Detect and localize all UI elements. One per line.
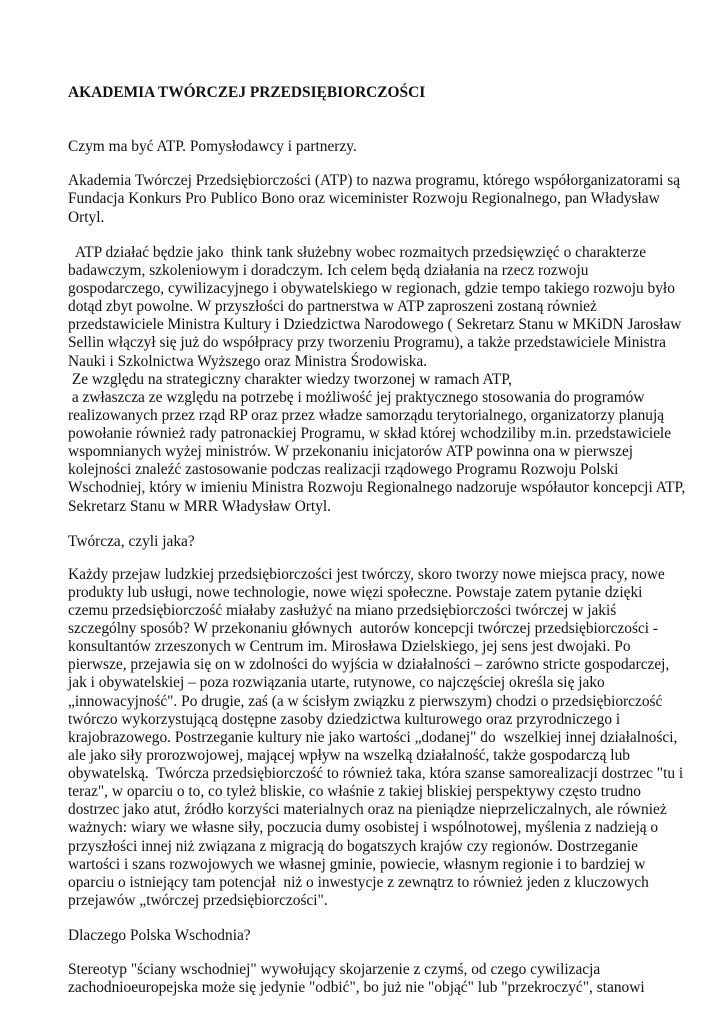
paragraph-line: pierwsze, przejawia się on w zdolności do wyjścia w działalności – zarówno stricte gospodarczej,: [68, 656, 670, 673]
paragraph-line: ale jako siły prorozwojowej, mającej wpływ na wszelką działalność, także gospodarczą lub: [68, 747, 630, 764]
paragraph-line: oparciu o istniejący tam potencjał niż o inwestycje z zewnątrz to również jeden z kluczowych: [68, 874, 649, 891]
paragraph-line: wspomnianych wyżej ministrów. W przekonaniu inicjatorów ATP powinna ona w pierwszej: [68, 443, 634, 460]
paragraph-line: przejawów „twórczej przedsiębiorczości".: [68, 892, 328, 909]
paragraph-line: produkty lub usługi, nowe technologie, nowe więzi społeczne. Powstaje zatem pytanie dzięki: [68, 584, 643, 601]
section-heading: Dlaczego Polska Wschodnia?: [68, 927, 251, 944]
paragraph-line: czemu przedsiębiorczość miałaby zasłużyć na miano przedsiębiorczości twórczej w jakiś: [68, 602, 617, 619]
paragraph-line: Ortyl.: [68, 209, 105, 226]
section-heading: Twórcza, czyli jaka?: [68, 533, 195, 550]
paragraph-line: Ze względu na strategiczny charakter wiedzy tworzonej w ramach ATP,: [68, 371, 513, 388]
paragraph-line: twórczo wykorzystującą dostępne zasoby dziedzictwa kulturowego oraz przyrodniczego i: [68, 711, 621, 728]
paragraph-line: krajobrazowego. Postrzeganie kultury nie jako wartości „dodanej" do wszelkiej innej działalności,: [68, 729, 678, 746]
paragraph-line: konsultantów zrzeszonych w Centrum im. Mirosława Dzielskiego, jej sens jest dwojaki. Po: [68, 638, 631, 655]
paragraph-line: gospodarczego, cywilizacyjnego i obywatelskiego w regionach, gdzie tempo takiego rozwoju było: [68, 280, 675, 297]
paragraph-line: realizowanych przez rząd RP oraz przez władze samorządu terytorialnego, organizatorzy planują: [68, 407, 665, 424]
paragraph-line: dostrzec jako atut, źródło korzyści materialnych oraz na pieniądze nieprzeliczalnych, ale również: [68, 801, 667, 818]
paragraph-line: badawczym, szkoleniowym i doradczym. Ich celem będą działania na rzecz rozwoju: [68, 262, 589, 279]
paragraph-line: „innowacyjność". Po drugie, zaś (a w ścisłym związku z pierwszym) chodzi o przedsiębiorczość: [68, 693, 663, 710]
document-title: AKADEMIA TWÓRCZEJ PRZEDSIĘBIORCZOŚCI: [68, 84, 426, 101]
paragraph-line: Wschodniej, który w imieniu Ministra Rozwoju Regionalnego nadzoruje współautor koncepcji ATP,: [68, 479, 686, 496]
paragraph-line: kolejności znaleźć zastosowanie podczas realizacji rządowego Programu Rozwoju Polski: [68, 461, 619, 478]
paragraph-line: teraz", w oparciu o to, co tyleż bliskie, co właśnie z takiej bliskiej perspektywy często trudno: [68, 783, 641, 800]
paragraph-line: dotąd zbyt powolne. W przyszłości do partnerstwa w ATP zaproszeni zostaną również: [68, 298, 597, 315]
paragraph-line: jak i obywatelskiej – poza rozwiązania utarte, rutynowe, co najczęściej określa się jako: [68, 674, 605, 691]
paragraph-line: szczególny sposób? W przekonaniu głównych autorów koncepcji twórczej przedsiębiorczości -: [68, 620, 659, 637]
paragraph-line: zachodnioeuropejska może się jedynie "odbić", bo już nie "objąć" lub "przekroczyć", stanowi: [68, 979, 645, 996]
paragraph-line: powołanie również rady patronackiej Programu, w skład której wchodziliby m.in. przedstawiciele: [68, 425, 672, 442]
paragraph-line: przedstawiciele Ministra Kultury i Dziedzictwa Narodowego ( Sekretarz Stanu w MKiDN Jarosław: [68, 316, 682, 333]
paragraph-line: Sellin włączył się już do współpracy przy tworzeniu Programu), a także przedstawiciele Ministra: [68, 334, 666, 351]
paragraph-line: Fundacja Konkurs Pro Publico Bono oraz wiceminister Rozwoju Regionalnego, pan Władysław: [68, 190, 660, 207]
paragraph-line: ważnych: wiary we własne siły, poczucia dumy osobistej i wspólnotowej, myślenia z nadzieją o: [68, 819, 659, 836]
paragraph-line: wartości i szans rozwojowych we własnej gminie, powiecie, własnym regionie i to bardziej w: [68, 856, 646, 873]
paragraph-line: Nauki i Szkolnictwa Wyższego oraz Ministra Środowiska.: [68, 353, 428, 370]
paragraph-line: Akademia Twórczej Przedsiębiorczości (ATP) to nazwa programu, którego współorganizatorami są: [68, 172, 681, 189]
paragraph-line: ATP działać będzie jako think tank służebny wobec rozmaitych przedsięwzięć o charakterze: [68, 244, 647, 261]
section-heading: Czym ma być ATP. Pomysłodawcy i partnerzy.: [68, 138, 357, 155]
paragraph-line: a zwłaszcza ze względu na potrzebę i możliwość jej praktycznego stosowania do programów: [68, 389, 645, 406]
paragraph-line: Stereotyp "ściany wschodniej" wywołujący skojarzenie z czymś, od czego cywilizacja: [68, 961, 601, 978]
paragraph-line: przyszłości innej niż związana z migracją do bogatszych krajów czy regionów. Dostrzeganie: [68, 838, 638, 855]
paragraph-line: obywatelską. Twórcza przedsiębiorczość to również taka, która szanse samorealizacji dostrzec "tu i: [68, 765, 684, 782]
paragraph-line: Sekretarz Stanu w MRR Władysław Ortyl.: [68, 498, 332, 515]
paragraph-line: Każdy przejaw ludzkiej przedsiębiorczości jest twórczy, skoro tworzy nowe miejsca pracy, nowe: [68, 566, 665, 583]
